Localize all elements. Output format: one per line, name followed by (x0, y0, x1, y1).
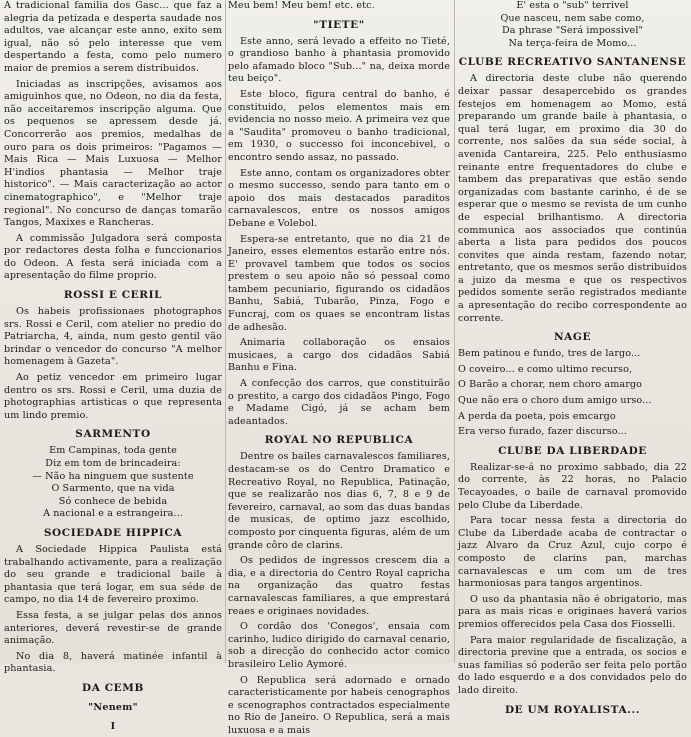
column-right (458, 0, 687, 663)
article-paragraph: Os pedidos de ingressos crescem dia a dia, e a directoria do Centro Royal capricha na organização das quatro festas carnavalescas familiares, a que emprestará reaes e originaes novidades. (228, 555, 450, 618)
verse-line: Só conhece de bebida (4, 496, 222, 509)
article-paragraph: Iniciadas as inscripções, avisamos aos amiguinhos que, no Odeon, no dia da festa, não acceitaremos inscripção alguma. Que os pequenos se apressem desde já. Concorrerão aos premios, medalhas de ouro para os dois primeiros: "Pagamos — Mais Rica — Mais Luxuosa — Melhor H'indios phantasia — Melhor traje historico". — Mais caracterização ao actor cinematographico", e "Melhor traje regional". No concurso de danças tomarão Tangos, Maxixes e Rancheras. (4, 79, 222, 230)
article-paragraph: A commissão Julgadora será composta por redactores desta folha e funccionarios do Odeon. A festa será iniciada com a apresentação do filme proprio. (4, 233, 222, 283)
verse-line: Que não era o choro dum amigo urso... (458, 395, 687, 408)
section-heading: NAGE (458, 331, 687, 344)
verse-line: Diz em tom de brincadeira: (4, 458, 222, 471)
verse-line: O Barão a chorar, nem choro amargo (458, 379, 687, 392)
verse-block (458, 348, 687, 439)
article-paragraph: Para tocar nessa festa a directoria do Clube da Liberdade acaba de contractar o jazz Alvaro da Cruz Azul, cujo corpo é composto de clarins pan, marchas carnavalescas e um com um de tres harmoniosas para tangos argentinos. (458, 515, 687, 591)
section-heading: CLUBE RECREATIVO SANTANENSE (458, 56, 687, 69)
article-paragraph: Os habeis profissionaes photographos srs. Rossi e Ceril, com atelier no predio do Patriarcha, 4, ainda, num gesto gentil vão brindar o vencedor do concurso "A melhor homenagem à Gazeta". (4, 306, 222, 369)
verse-line: A perda da poeta, pois emcargo (458, 411, 687, 424)
article-paragraph: Realizar-se-á no proximo sabbado, dia 22 do corrente, às 22 horas, no Palacio Tecayoades, o baile de carnaval promovido pelo Clube da Liberdade. (458, 462, 687, 512)
article-paragraph: Meu bem! Meu bem! etc. etc. (228, 0, 450, 13)
verse-line: O Sarmento, que na vida (4, 483, 222, 496)
article-paragraph: O Republica será adornado e ornado caracteristicamente por habeis cenographos e scenographos contractados especialmente no Rio de Janeiro. O Republica, será a mais luxuosa e a mais (228, 675, 450, 737)
section-heading: ROSSI E CERIL (4, 289, 222, 302)
article-paragraph: A Sociedade Hippica Paulista está trabalhando activamente, para a realização do seu grande e tradicional baile à phantasia que terá logar, em sua séde de campo, no dia 14 de fevereiro proximo. (4, 544, 222, 607)
article-paragraph: Este anno, será levado a effeito no Tieté, o grandioso banho à phantasia promovido pelo afamado bloco "Sub..." na, deixa morde teu beiço". (228, 36, 450, 86)
verse-line: — Não ha ninguem que sustente (4, 471, 222, 484)
verse-block (4, 445, 222, 521)
verse-line: Da phrase "Será impossivel" (458, 25, 687, 38)
article-paragraph: A directoria deste clube não querendo deixar passar desapercebido os grandes festejos em homenagem ao Momo, está preparando um grande baile à phantasia, o qual terá lugar, em proximo dia 30 do corrente, nos salões da sua séde social, à avenida Cantareira, 225. Pelo enthusiasmo reinante entre frequentadores do clube e tambem das preparativas que estão sendo organizadas com bastante carinho, é de se esperar que o mesmo se revista de um cunho de especial brilhantismo. A directoria communica aos associados que continúa aberta a lista para pedidos dos poucos convites que ainda restam, fazendo notar, entretanto, que os mesmos serão distribuidos a juizo da mesma e que os respectivos pedidos somente serão registrados mediante a apresentação do recibo correspondente ao corrente. (458, 73, 687, 325)
section-heading: SOCIEDADE HIPPICA (4, 527, 222, 540)
article-paragraph: Para maior regularidade de fiscalização, a directoria previne que a entrada, os socios e suas familias só poderão ser feita pelo portão do lado esquerdo e a dos convidados pelo do lado direito. (458, 635, 687, 698)
verse-line: Na terça-feira de Momo... (458, 38, 687, 51)
article-paragraph: Essa festa, a se julgar pelas dos annos anteriores, deverá revestir-se de grande animação. (4, 610, 222, 648)
article-paragraph: O uso da phantasia não é obrigatorio, mas para as mais ricas e originaes haverá varios premios offerecidos pela Casa dos Fiosselli. (458, 594, 687, 632)
article-paragraph: Espera-se entretanto, que no dia 21 de Janeiro, esses elementos estarão entre nós. E' provavel tambem que todos os socios prestem o seu apoio não só pessoal como tambem pecuniario, figurando os cidadãos Banhu, Sabiá, Tubarão, Pinza, Fogo e Funcraj, com os quaes se encontram listas de adhesão. (228, 234, 450, 335)
column-rule (454, 0, 455, 663)
verse-line: Em Campinas, toda gente (4, 445, 222, 458)
section-heading: DE UM ROYALISTA... (458, 704, 687, 717)
verse-line: A nacional e a estrangeira... (4, 508, 222, 521)
section-heading: DA CEMB (4, 682, 222, 695)
section-heading: CLUBE DA LIBERDADE (458, 445, 687, 458)
verse-line: Que nasceu, nem sabe como, (458, 13, 687, 26)
article-paragraph: Ao petiz vencedor em primeiro lugar dentro os srs. Rossi e Ceril, uma duzia de photographias artisticas o que representa um lindo premio. (4, 372, 222, 422)
roman-numeral: I (4, 720, 222, 733)
article-paragraph: A confecção dos carros, que constituirão o prestito, a cargo dos cidadãos Pingo, Fogo e Madame Cigó, já se acham bem adeantados. (228, 378, 450, 428)
verse-line: Era verso furado, fazer discurso... (458, 426, 687, 439)
article-paragraph: O cordão dos 'Conegos', ensaia com carinho, ludico dirigido do carnaval cenario, sob a direcção do conhecido actor comico brasileiro Lelio Aymoré. (228, 621, 450, 671)
verse-block (458, 0, 687, 50)
article-paragraph: Este bloco, figura central do banho, é constituido, pelos elementos mais em evidencia no nosso meio. A primeira vez que a "Saudita" promoveu o banho tradicional, em 1930, o successo foi inconcebivel, o encontro sendo assaz, no passado. (228, 89, 450, 165)
column-middle (228, 0, 450, 663)
sub-heading: "Nenem" (4, 701, 222, 714)
section-heading: "TIETE" (228, 19, 450, 32)
column-left (4, 0, 222, 663)
verse-line: Bem patinou e fundo, tres de largo... (458, 348, 687, 361)
article-paragraph: Este anno, contam os organizadores obter o mesmo successo, sendo para tanto em o apoio dos mais destacados paraditos carnavalescos, entre os nossos amigos Debane e Volebol. (228, 168, 450, 231)
section-heading: ROYAL NO REPUBLICA (228, 434, 450, 447)
article-paragraph: Animaria collaboração os ensaios musicaes, a cargo dos cidadãos Sabiá Banhu e Fina. (228, 337, 450, 375)
section-heading: SARMENTO (4, 428, 222, 441)
article-paragraph: Dentre os bailes carnavalescos familiares, destacam-se os do Centro Dramatico e Recreativo Royal, no Republica, Patinação, que se realizarão nos dias 6, 7, 8 e 9 de fevereiro, carnaval, ao som das duas bandas de musicas, de optimo jazz escolhido, composto por cinquenta figuras, além de um grande côro de clarins. (228, 451, 450, 552)
article-paragraph: A tradicional familia dos Gasc... que faz a alegria da petizada e desperta saudade nos adultos, vae alcançar este anno, exito sem igual, não só pelo interesse que vem despertando a festa, como pelo numero maior de premios a serem distribuidos. (4, 0, 222, 76)
verse-line: O coveiro... e como ultimo recurso, (458, 364, 687, 377)
article-paragraph: No dia 8, haverá matinée infantil à phantasia. (4, 651, 222, 676)
column-rule (225, 0, 226, 663)
verse-line: E' esta o "sub" terrivel (458, 0, 687, 13)
